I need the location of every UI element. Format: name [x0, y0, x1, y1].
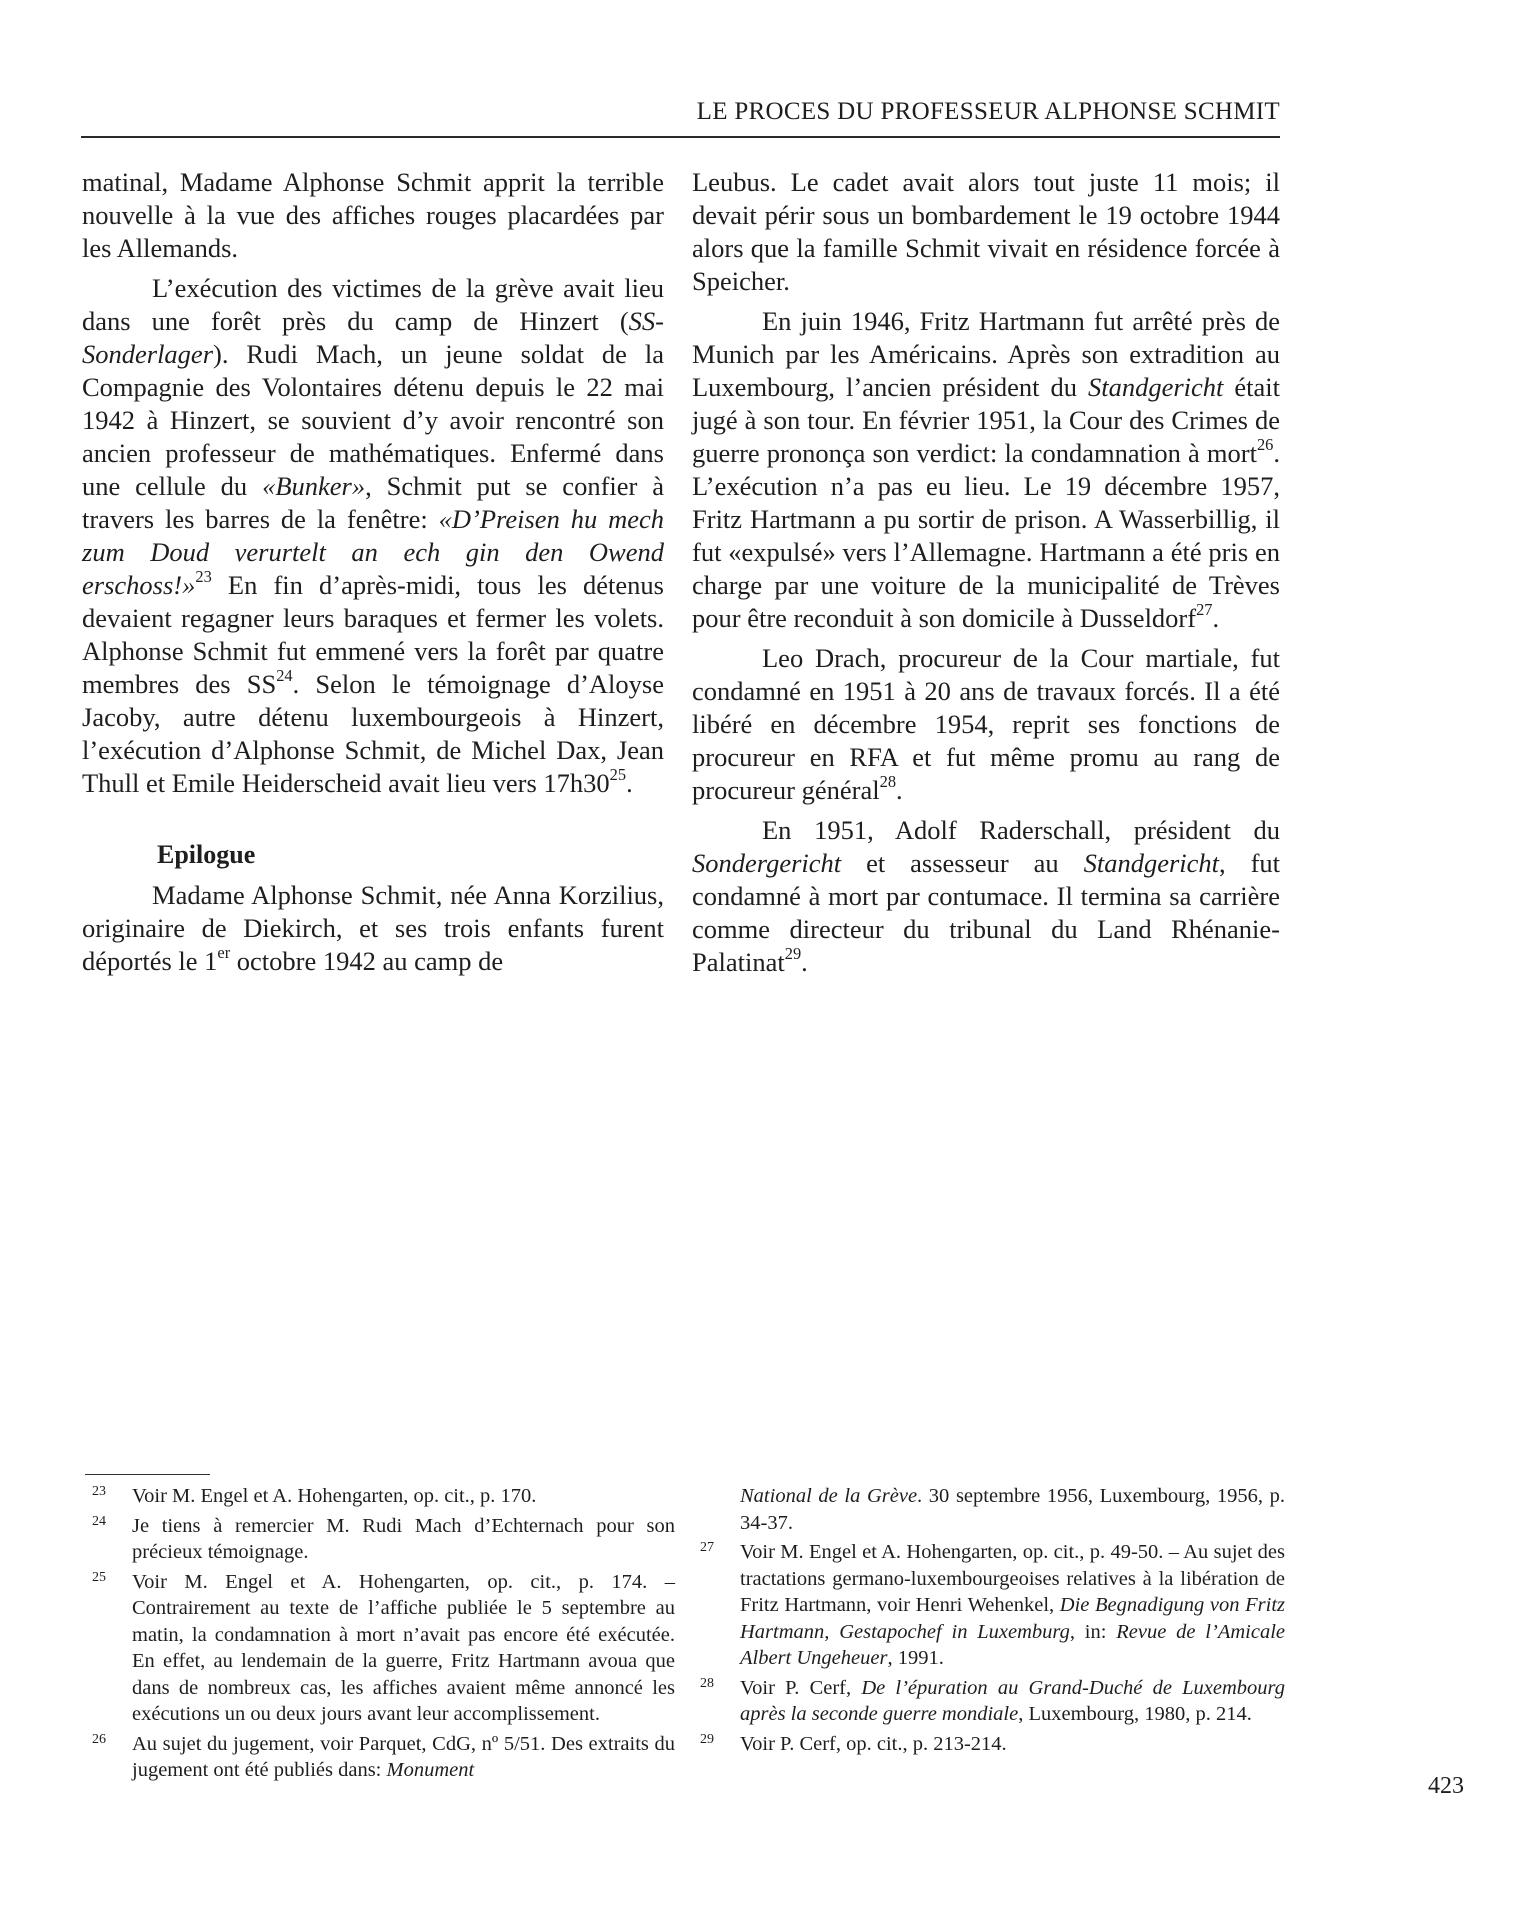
- paragraph-text: Leo Drach, procureur de la Cour martiale, fut condamné en 1951 à 20 ans de travaux forcés. Il a été libéré en décembre 1954, reprit ses fonctions de procureur en RFA et fut même promu au rang de procureur général: [692, 643, 1280, 805]
- footnote-italic: Die Begnadigung von Fritz Hartmann, Gestapochef in Luxemburg: [740, 1594, 1285, 1643]
- footnote-24: [92, 1513, 675, 1566]
- paragraph: [692, 642, 1280, 807]
- footnote-ref[interactable]: 23: [195, 566, 212, 586]
- italic-term: Standgericht: [1083, 848, 1220, 878]
- footnote-italic: Revue de l’Amicale Albert Ungeheuer: [740, 1620, 1285, 1669]
- footnotes-column-left: [92, 1483, 675, 1787]
- page-number: 423: [1428, 1773, 1464, 1799]
- paragraph-text: En fin d’après-midi, tous les détenus devaient regagner leurs baraques et fermer les volets. Alphonse Schmit fut emmené vers la forêt par quatre membres des SS: [82, 570, 664, 699]
- footnote-number: 23: [92, 1484, 106, 1499]
- footnote-text: Voir P. Cerf, op. cit., p. 213-214.: [740, 1732, 1007, 1755]
- paragraph-text: L’exécution des victimes de la grève avait lieu dans une forêt près du camp de Hinzert (: [82, 273, 664, 336]
- italic-term: Sondergericht: [692, 848, 842, 878]
- paragraph-text: Madame Alphonse Schmit, née Anna Korzilius, originaire de Diekirch, et ses trois enfants furent déportés le 1: [82, 880, 664, 976]
- footnote-text: Au sujet du jugement, voir Parquet, CdG, nº 5/51. Des extraits du jugement ont été publiés dans:: [132, 1732, 675, 1781]
- footnote-number: 29: [700, 1731, 714, 1747]
- footnote-26: [92, 1731, 675, 1784]
- footnote-text: Voir M. Engel et A. Hohengarten, op. cit., p. 170.: [132, 1485, 537, 1507]
- footnote-ref[interactable]: 26: [1256, 434, 1274, 454]
- footnote-25: [92, 1569, 675, 1728]
- paragraph-text: , fut condamné à mort par contumace. Il termina sa carrière comme directeur du tribunal du Land Rhénanie-Palatinat: [692, 848, 1281, 977]
- paragraph: [692, 814, 1280, 979]
- paragraph: [82, 272, 664, 800]
- footnote-text: Voir P. Cerf,: [740, 1676, 862, 1699]
- paragraph: [692, 166, 1280, 298]
- footnote-number: 24: [92, 1513, 106, 1529]
- italic-quote: «D’Preisen hu mech zum Doud verurtelt an ech gin den Owend erschoss!»: [82, 504, 664, 600]
- paragraph-text: .: [801, 947, 808, 977]
- body-column-right: [692, 166, 1280, 986]
- footnote-28: [700, 1675, 1285, 1728]
- italic-term: Standgericht: [1087, 372, 1224, 402]
- paragraph-text: était jugé à son tour. En février 1951, la Cour des Crimes de guerre prononça son verdict: la condamnation à mort: [692, 372, 1280, 468]
- footnote-text: , 1991.: [887, 1647, 944, 1669]
- footnote-text: . 30 septembre 1956, Luxembourg, 1956, p. 34-37.: [740, 1485, 1285, 1534]
- body-column-left: [82, 166, 664, 985]
- paragraph-text: . Selon le témoignage d’Aloyse Jacoby, autre détenu luxembourgeois à Hinzert, l’exécution d’Alphonse Schmit, de Michel Dax, Jean Thull et Emile Heiderscheid avait lieu vers 17h30: [82, 669, 664, 798]
- footnote-27: [700, 1539, 1285, 1672]
- footnote-divider: [85, 1474, 210, 1475]
- footnote-italic: National de la Grève: [740, 1485, 918, 1507]
- running-header: [81, 96, 1280, 138]
- paragraph: [692, 305, 1280, 635]
- paragraph-text: et assesseur au: [841, 848, 1084, 878]
- paragraph-text: En juin 1946, Fritz Hartmann fut arrêté près de Munich par les Américains. Après son extradition au Luxembourg, l’ancien président du: [692, 306, 1280, 402]
- paragraph-text: .: [1212, 603, 1220, 633]
- paragraph-text: .: [896, 775, 903, 805]
- footnote-ref[interactable]: 24: [276, 665, 293, 685]
- footnote-text: Voir M. Engel et A. Hohengarten, op. cit., p. 49-50. – Au sujet des tractations germano-luxembourgeoises relatives à la libération de Fritz Hartmann, voir Henri Wehenkel,: [740, 1541, 1285, 1616]
- paragraph: [82, 166, 664, 265]
- paragraph-text: Leubus. Le cadet avait alors tout juste 11 mois; il devait périr sous un bombardement le 19 octobre 1944 alors que la famille Schmit vivait en résidence forcée à Speicher.: [692, 167, 1280, 296]
- footnote-text: , Luxembourg, 1980, p. 214.: [1018, 1703, 1252, 1725]
- footnote-number: 28: [700, 1675, 714, 1691]
- section-heading: Epilogue: [157, 840, 256, 869]
- paragraph-text: .: [626, 768, 633, 798]
- footnotes-column-right: [700, 1483, 1285, 1760]
- footnote-text: Voir M. Engel et A. Hohengarten, op. cit., p. 174. – Contrairement au texte de l’affiche publiée le 5 septembre au matin, la condamnation à mort n’avait pas encore été exécutée. En effet, au lendemain de la guerre, Fritz Hartmann avoua que dans de nombreux cas, les affiches avaient même annoncé les exécutions un ou deux jours avant leur accomplissement.: [132, 1570, 675, 1725]
- footnote-number: 26: [92, 1731, 106, 1747]
- footnote-text: Je tiens à remercier M. Rudi Mach d’Echternach pour son précieux témoignage.: [132, 1514, 675, 1563]
- paragraph: [82, 879, 664, 978]
- footnote-ref[interactable]: 27: [1196, 599, 1213, 619]
- paragraph-text: , Schmit put se confier à travers les barres de la fenêtre:: [82, 471, 664, 534]
- footnote-text: , in:: [1069, 1620, 1117, 1643]
- footnote-ref[interactable]: 28: [879, 771, 897, 791]
- footnote-italic: De l’épuration au Grand-Duché de Luxembourg après la seconde guerre mondiale: [740, 1676, 1285, 1725]
- footnote-italic: Monument: [386, 1759, 475, 1781]
- italic-term: SS-Sonderlager: [82, 306, 664, 369]
- footnote-number: 25: [92, 1569, 106, 1585]
- ordinal-suffix: er: [217, 942, 231, 962]
- italic-term: «Bunker»: [262, 471, 366, 501]
- paragraph-text: ). Rudi Mach, un jeune soldat de la Compagnie des Volontaires détenu depuis le 22 mai 1942 à Hinzert, se souvient d’y avoir rencontré son ancien professeur de mathématiques. Enfermé dans une cellule du: [82, 339, 664, 501]
- paragraph-text: octobre 1942 au camp de: [230, 946, 504, 976]
- footnote-number: 27: [700, 1540, 714, 1555]
- paragraph-text: matinal, Madame Alphonse Schmit apprit la terrible nouvelle à la vue des affiches rouges placardées par les Allemands.: [82, 167, 664, 263]
- footnote-ref[interactable]: 29: [784, 943, 802, 963]
- paragraph-text: En 1951, Adolf Raderschall, président du: [762, 815, 1280, 845]
- footnote-ref[interactable]: 25: [609, 764, 627, 784]
- running-title: LE PROCES DU PROFESSEUR ALPHONSE SCHMIT: [696, 98, 1280, 125]
- footnote-29: [700, 1731, 1285, 1758]
- footnote-23: [92, 1483, 675, 1510]
- footnote-26-continued: [700, 1483, 1285, 1536]
- paragraph-text: . L’exécution n’a pas eu lieu. Le 19 décembre 1957, Fritz Hartmann a pu sortir de prison. A Wasserbillig, il fut «expulsé» vers l’Allemagne. Hartmann a été pris en charge par une voiture de la municipalité de Trèves pour être reconduit à son domicile à Dusseldorf: [692, 438, 1280, 633]
